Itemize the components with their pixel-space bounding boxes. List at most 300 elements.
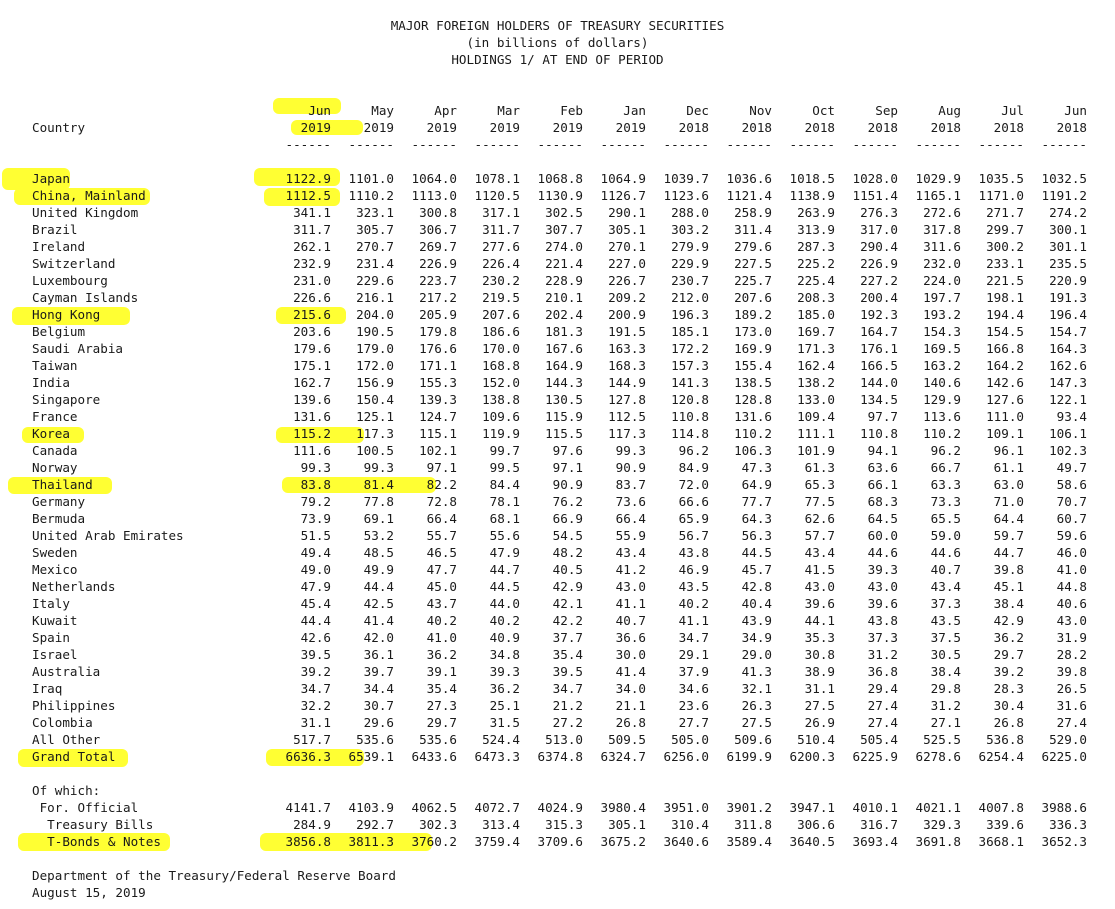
holding-value: 231.4 (356, 256, 394, 271)
holding-value: 1032.5 (1041, 171, 1087, 186)
holding-value: 27.4 (867, 715, 898, 730)
holding-value: 90.9 (615, 460, 646, 475)
holding-value: 55.7 (426, 528, 457, 543)
holding-value: 274.2 (1049, 205, 1087, 220)
sub-row-value: 3951.0 (663, 800, 709, 815)
holding-value: 134.5 (860, 392, 898, 407)
holding-value: 190.5 (356, 324, 394, 339)
holding-value: 56.3 (741, 528, 772, 543)
holding-value: 60.0 (867, 528, 898, 543)
sub-row-value: 329.3 (923, 817, 961, 832)
holding-value: 43.5 (678, 579, 709, 594)
holding-value: 115.2 (293, 426, 331, 441)
holding-value: 311.7 (482, 222, 520, 237)
holding-value: 109.1 (986, 426, 1024, 441)
holding-value: 26.8 (615, 715, 646, 730)
holding-value: 26.9 (804, 715, 835, 730)
holding-value: 61.3 (804, 460, 835, 475)
holding-value: 41.1 (615, 596, 646, 611)
period-underline: ------ (348, 137, 394, 152)
holding-value: 221.4 (545, 256, 583, 271)
holding-value: 42.9 (993, 613, 1024, 628)
holding-value: 40.7 (615, 613, 646, 628)
holding-value: 272.6 (923, 205, 961, 220)
holding-value: 43.0 (615, 579, 646, 594)
holding-value: 235.5 (1049, 256, 1087, 271)
period-month: Jul (1001, 103, 1024, 118)
holding-value: 30.8 (804, 647, 835, 662)
holding-value: 102.3 (1049, 443, 1087, 458)
period-month: Feb (560, 103, 583, 118)
holding-value: 6473.3 (474, 749, 520, 764)
holding-value: 49.0 (300, 562, 331, 577)
sub-row-value: 3947.1 (789, 800, 835, 815)
holding-value: 36.2 (489, 681, 520, 696)
holding-value: 65.5 (930, 511, 961, 526)
holding-value: 221.5 (986, 273, 1024, 288)
holding-value: 64.9 (741, 477, 772, 492)
period-month: Sep (875, 103, 898, 118)
holding-value: 112.5 (608, 409, 646, 424)
holding-value: 44.4 (363, 579, 394, 594)
sub-row-value: 302.3 (419, 817, 457, 832)
holding-value: 40.4 (741, 596, 772, 611)
report-subtitle: (in billions of dollars) (466, 35, 649, 50)
holding-value: 59.6 (1056, 528, 1087, 543)
holding-value: 1018.5 (789, 171, 835, 186)
sub-row-value: 284.9 (293, 817, 331, 832)
holding-value: 63.3 (930, 477, 961, 492)
holding-value: 43.9 (741, 613, 772, 628)
period-year: 2019 (300, 120, 331, 135)
holding-value: 142.6 (986, 375, 1024, 390)
holding-value: 231.0 (293, 273, 331, 288)
holding-value: 1165.1 (915, 188, 961, 203)
holding-value: 26.3 (741, 698, 772, 713)
country-name: United Kingdom (32, 205, 139, 220)
holding-value: 162.4 (797, 358, 835, 373)
holding-value: 6433.6 (411, 749, 457, 764)
holding-value: 31.2 (930, 698, 961, 713)
holding-value: 147.3 (1049, 375, 1087, 390)
holding-value: 26.5 (1056, 681, 1087, 696)
holding-value: 1110.2 (348, 188, 394, 203)
holding-value: 42.6 (300, 630, 331, 645)
sub-row-value: 3640.6 (663, 834, 709, 849)
holding-value: 84.9 (678, 460, 709, 475)
holding-value: 6225.0 (1041, 749, 1087, 764)
holding-value: 141.3 (671, 375, 709, 390)
sub-row-value: 3652.3 (1041, 834, 1087, 849)
holding-value: 179.8 (419, 324, 457, 339)
holding-value: 39.6 (804, 596, 835, 611)
holding-value: 288.0 (671, 205, 709, 220)
holding-value: 1035.5 (978, 171, 1024, 186)
holding-value: 129.9 (923, 392, 961, 407)
sub-row-value: 3668.1 (978, 834, 1024, 849)
holding-value: 99.3 (615, 443, 646, 458)
holding-value: 277.6 (482, 239, 520, 254)
holding-value: 164.2 (986, 358, 1024, 373)
holding-value: 39.3 (489, 664, 520, 679)
holding-value: 169.7 (797, 324, 835, 339)
holding-value: 55.6 (489, 528, 520, 543)
holding-value: 27.4 (867, 698, 898, 713)
holding-value: 529.0 (1049, 732, 1087, 747)
holding-value: 29.0 (741, 647, 772, 662)
country-name: United Arab Emirates (32, 528, 184, 543)
holding-value: 40.5 (552, 562, 583, 577)
country-name: Canada (32, 443, 78, 458)
sub-row-value: 3693.4 (852, 834, 898, 849)
holding-value: 30.7 (363, 698, 394, 713)
holding-value: 233.1 (986, 256, 1024, 271)
holding-value: 323.1 (356, 205, 394, 220)
holding-value: 166.5 (860, 358, 898, 373)
holding-value: 41.4 (615, 664, 646, 679)
holding-value: 111.1 (797, 426, 835, 441)
holding-value: 59.0 (930, 528, 961, 543)
holding-value: 39.8 (1056, 664, 1087, 679)
country-name: Iraq (32, 681, 63, 696)
holding-value: 43.4 (930, 579, 961, 594)
period-underline: ------ (474, 137, 520, 152)
country-name: Mexico (32, 562, 78, 577)
holding-value: 185.0 (797, 307, 835, 322)
sub-row-value: 4072.7 (474, 800, 520, 815)
holding-value: 258.9 (734, 205, 772, 220)
holding-value: 42.1 (552, 596, 583, 611)
holding-value: 1068.8 (537, 171, 583, 186)
period-month: Apr (434, 103, 457, 118)
country-name: Cayman Islands (32, 290, 139, 305)
period-year: 2018 (741, 120, 772, 135)
holding-value: 36.2 (426, 647, 457, 662)
holding-value: 102.1 (419, 443, 457, 458)
holding-value: 44.6 (867, 545, 898, 560)
period-year: 2019 (426, 120, 457, 135)
holding-value: 299.7 (986, 222, 1024, 237)
holding-value: 271.7 (986, 205, 1024, 220)
holding-value: 154.3 (923, 324, 961, 339)
holding-value: 40.9 (489, 630, 520, 645)
holding-value: 525.5 (923, 732, 961, 747)
holding-value: 133.0 (797, 392, 835, 407)
holding-value: 1113.0 (411, 188, 457, 203)
sub-row-value: 3811.3 (348, 834, 394, 849)
holding-value: 227.5 (734, 256, 772, 271)
holding-value: 46.0 (1056, 545, 1087, 560)
holding-value: 6256.0 (663, 749, 709, 764)
holding-value: 301.1 (1049, 239, 1087, 254)
holding-value: 96.2 (678, 443, 709, 458)
sub-row-value: 3759.4 (474, 834, 520, 849)
holding-value: 43.8 (678, 545, 709, 560)
holding-value: 269.7 (419, 239, 457, 254)
holding-value: 48.5 (363, 545, 394, 560)
holding-value: 32.1 (741, 681, 772, 696)
sub-row-value: 310.4 (671, 817, 709, 832)
holding-value: 300.1 (1049, 222, 1087, 237)
holding-value: 232.0 (923, 256, 961, 271)
holding-value: 110.8 (860, 426, 898, 441)
holding-value: 40.6 (1056, 596, 1087, 611)
sub-row-value: 336.3 (1049, 817, 1087, 832)
holding-value: 27.5 (804, 698, 835, 713)
holding-value: 73.9 (300, 511, 331, 526)
holding-value: 39.3 (867, 562, 898, 577)
holding-value: 200.9 (608, 307, 646, 322)
holding-value: 63.6 (867, 460, 898, 475)
holding-value: 155.3 (419, 375, 457, 390)
holding-value: 94.1 (867, 443, 898, 458)
holding-value: 317.0 (860, 222, 898, 237)
holding-value: 66.6 (678, 494, 709, 509)
country-name: Japan (32, 171, 70, 186)
holding-value: 311.6 (923, 239, 961, 254)
holding-value: 270.1 (608, 239, 646, 254)
holding-value: 99.5 (489, 460, 520, 475)
country-name: Grand Total (32, 749, 116, 764)
holding-value: 114.8 (671, 426, 709, 441)
holding-value: 263.9 (797, 205, 835, 220)
holding-value: 152.0 (482, 375, 520, 390)
holding-value: 6225.9 (852, 749, 898, 764)
holding-value: 139.6 (293, 392, 331, 407)
holding-value: 171.3 (797, 341, 835, 356)
holding-value: 162.7 (293, 375, 331, 390)
holding-value: 204.0 (356, 307, 394, 322)
holding-value: 186.6 (482, 324, 520, 339)
holding-value: 44.0 (489, 596, 520, 611)
holding-value: 229.6 (356, 273, 394, 288)
holding-value: 28.2 (1056, 647, 1087, 662)
holding-value: 29.4 (867, 681, 898, 696)
country-name: Bermuda (32, 511, 86, 526)
holding-value: 101.9 (797, 443, 835, 458)
holding-value: 34.7 (552, 681, 583, 696)
holding-value: 175.1 (293, 358, 331, 373)
holding-value: 51.5 (300, 528, 331, 543)
sub-row-value: 3856.8 (285, 834, 331, 849)
holding-value: 106.1 (1049, 426, 1087, 441)
holding-value: 209.2 (608, 290, 646, 305)
holding-value: 274.0 (545, 239, 583, 254)
country-name: India (32, 375, 70, 390)
holding-value: 44.8 (1056, 579, 1087, 594)
holding-value: 42.8 (741, 579, 772, 594)
holding-value: 43.0 (1056, 613, 1087, 628)
holding-value: 509.5 (608, 732, 646, 747)
holding-value: 72.0 (678, 477, 709, 492)
holding-value: 172.2 (671, 341, 709, 356)
holding-value: 54.5 (552, 528, 583, 543)
holding-value: 41.3 (741, 664, 772, 679)
holding-value: 270.7 (356, 239, 394, 254)
sub-row-value: 316.7 (860, 817, 898, 832)
period-year: 2018 (993, 120, 1024, 135)
holding-value: 1120.5 (474, 188, 520, 203)
holding-value: 127.6 (986, 392, 1024, 407)
holding-value: 212.0 (671, 290, 709, 305)
holding-value: 128.8 (734, 392, 772, 407)
holding-value: 224.0 (923, 273, 961, 288)
holding-value: 317.8 (923, 222, 961, 237)
holding-value: 192.3 (860, 307, 898, 322)
holding-value: 97.1 (426, 460, 457, 475)
holding-value: 1138.9 (789, 188, 835, 203)
holding-value: 37.3 (930, 596, 961, 611)
holding-value: 83.8 (300, 477, 331, 492)
holding-value: 109.4 (797, 409, 835, 424)
holding-value: 140.6 (923, 375, 961, 390)
holding-value: 37.3 (867, 630, 898, 645)
period-underline: ------ (915, 137, 961, 152)
holding-value: 138.2 (797, 375, 835, 390)
holding-value: 220.9 (1049, 273, 1087, 288)
country-name: China, Mainland (32, 188, 146, 203)
holding-value: 99.7 (489, 443, 520, 458)
holding-value: 513.0 (545, 732, 583, 747)
sub-row-value: 4007.8 (978, 800, 1024, 815)
holding-value: 96.1 (993, 443, 1024, 458)
holding-value: 226.9 (419, 256, 457, 271)
holding-value: 31.5 (489, 715, 520, 730)
holding-value: 163.3 (608, 341, 646, 356)
of-which-label: Of which: (32, 783, 101, 798)
sub-row-value: 4103.9 (348, 800, 394, 815)
holding-value: 37.5 (930, 630, 961, 645)
holding-value: 176.6 (419, 341, 457, 356)
holding-value: 311.7 (293, 222, 331, 237)
holding-value: 115.9 (545, 409, 583, 424)
holding-value: 34.6 (678, 681, 709, 696)
holding-value: 1064.9 (600, 171, 646, 186)
holding-value: 223.7 (419, 273, 457, 288)
country-name: Norway (32, 460, 78, 475)
holding-value: 305.1 (608, 222, 646, 237)
holding-value: 111.0 (986, 409, 1024, 424)
holding-value: 117.3 (608, 426, 646, 441)
holding-value: 172.0 (356, 358, 394, 373)
holding-value: 300.2 (986, 239, 1024, 254)
holding-value: 109.6 (482, 409, 520, 424)
holding-value: 138.8 (482, 392, 520, 407)
holding-value: 6200.3 (789, 749, 835, 764)
holding-value: 45.4 (300, 596, 331, 611)
holding-value: 181.3 (545, 324, 583, 339)
sub-row-value: 4021.1 (915, 800, 961, 815)
holding-value: 119.9 (482, 426, 520, 441)
country-name: France (32, 409, 78, 424)
holding-value: 6199.9 (726, 749, 772, 764)
period-year: 2019 (489, 120, 520, 135)
holding-value: 179.0 (356, 341, 394, 356)
sub-row-value: 3988.6 (1041, 800, 1087, 815)
holding-value: 196.4 (1049, 307, 1087, 322)
holding-value: 99.3 (363, 460, 394, 475)
holding-value: 55.9 (615, 528, 646, 543)
holding-value: 510.4 (797, 732, 835, 747)
holding-value: 44.7 (993, 545, 1024, 560)
holding-value: 202.4 (545, 307, 583, 322)
holding-value: 34.7 (300, 681, 331, 696)
holding-value: 279.9 (671, 239, 709, 254)
holding-value: 62.6 (804, 511, 835, 526)
holding-value: 162.6 (1049, 358, 1087, 373)
holding-value: 21.2 (552, 698, 583, 713)
holding-value: 276.3 (860, 205, 898, 220)
holding-value: 29.7 (993, 647, 1024, 662)
holding-value: 45.7 (741, 562, 772, 577)
holding-value: 144.0 (860, 375, 898, 390)
holding-value: 303.2 (671, 222, 709, 237)
holding-value: 41.0 (426, 630, 457, 645)
holding-value: 56.7 (678, 528, 709, 543)
period-underline: ------ (285, 137, 331, 152)
holding-value: 117.3 (356, 426, 394, 441)
holding-value: 29.8 (930, 681, 961, 696)
holding-value: 124.7 (419, 409, 457, 424)
holding-value: 35.4 (426, 681, 457, 696)
holding-value: 45.0 (426, 579, 457, 594)
holding-value: 169.9 (734, 341, 772, 356)
holding-value: 39.6 (867, 596, 898, 611)
holding-value: 82.2 (426, 477, 457, 492)
holding-value: 307.7 (545, 222, 583, 237)
holding-value: 97.7 (867, 409, 898, 424)
holding-value: 535.6 (419, 732, 457, 747)
holding-value: 225.4 (797, 273, 835, 288)
holding-value: 21.1 (615, 698, 646, 713)
holding-value: 26.8 (993, 715, 1024, 730)
holding-value: 29.7 (426, 715, 457, 730)
holding-value: 41.2 (615, 562, 646, 577)
period-underline: ------ (600, 137, 646, 152)
holding-value: 43.7 (426, 596, 457, 611)
holding-value: 168.3 (608, 358, 646, 373)
holding-value: 77.7 (741, 494, 772, 509)
holding-value: 226.4 (482, 256, 520, 271)
holding-value: 517.7 (293, 732, 331, 747)
holding-value: 1036.6 (726, 171, 772, 186)
holding-value: 41.0 (1056, 562, 1087, 577)
footer-source: Department of the Treasury/Federal Reserve Board (32, 868, 396, 883)
holding-value: 262.1 (293, 239, 331, 254)
holding-value: 90.9 (552, 477, 583, 492)
holding-value: 39.2 (993, 664, 1024, 679)
holding-value: 536.8 (986, 732, 1024, 747)
holding-value: 189.2 (734, 307, 772, 322)
holding-value: 6539.1 (348, 749, 394, 764)
country-name: Thailand (32, 477, 93, 492)
holding-value: 167.6 (545, 341, 583, 356)
holding-value: 225.2 (797, 256, 835, 271)
period-month: Jan (623, 103, 646, 118)
holding-value: 35.4 (552, 647, 583, 662)
holding-value: 6278.6 (915, 749, 961, 764)
holding-value: 35.3 (804, 630, 835, 645)
holding-value: 39.8 (993, 562, 1024, 577)
country-name: Australia (32, 664, 101, 679)
sub-row-value: 4062.5 (411, 800, 457, 815)
holding-value: 505.4 (860, 732, 898, 747)
holding-value: 30.5 (930, 647, 961, 662)
country-name: Israel (32, 647, 78, 662)
holding-value: 29.6 (363, 715, 394, 730)
holding-value: 6374.8 (537, 749, 583, 764)
holding-value: 341.1 (293, 205, 331, 220)
